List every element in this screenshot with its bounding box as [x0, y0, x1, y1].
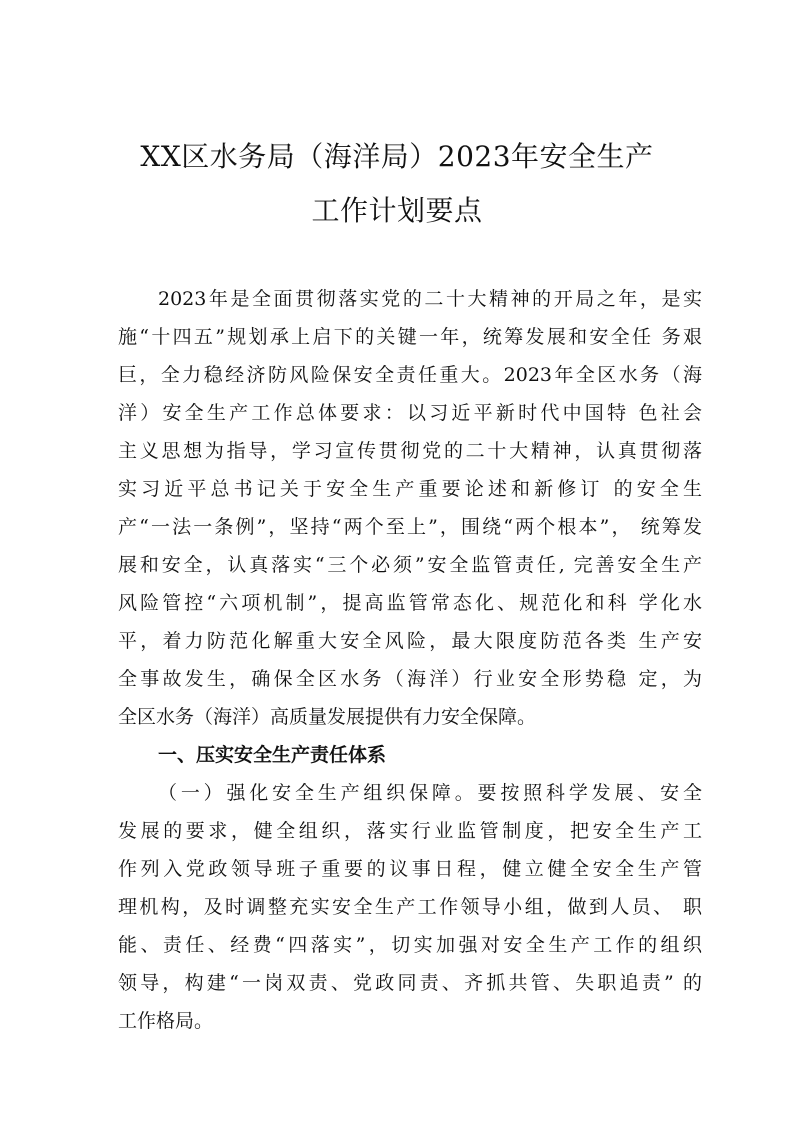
paragraph-line: 全区水务（海洋）高质量发展提供有力安全保障。 — [118, 706, 537, 728]
paragraph-line: 产“一法一条例”，坚持“两个至上”，围绕“两个根本”， 统筹发 — [118, 516, 702, 538]
paragraph-line: 主义思想为指导，学习宣传贯彻党的二十大精神，认真贯彻落 — [118, 440, 702, 462]
paragraph-line: 2023年是全面贯彻落实党的二十大精神的开局之年，是实 — [158, 288, 702, 310]
paragraph-line: 能、责任、经费“四落实”，切实加强对安全生产工作的组织 — [118, 934, 702, 956]
paragraph-line: 洋）安全生产工作总体要求：以习近平新时代中国特 色社会 — [118, 402, 702, 424]
paragraph-line: （一）强化安全生产组织保障。要按照科学发展、安全 — [158, 782, 702, 804]
paragraph-line: 领导，构建“一岗双责、党政同责、齐抓共管、失职追责” 的 — [118, 972, 702, 994]
paragraph-line: 风险管控“六项机制”，提高监管常态化、规范化和科 学化水 — [118, 592, 702, 614]
document-title-line-2: 工作计划要点 — [311, 194, 483, 227]
document-body — [118, 280, 702, 1040]
section-heading: 一、压实安全生产责任体系 — [158, 744, 387, 766]
paragraph-line: 全事故发生，确保全区水务（海洋）行业安全形势稳 定，为 — [118, 668, 702, 690]
paragraph-line: 作列入党政领导班子重要的议事日程，健立健全安全生产管 — [118, 858, 702, 880]
paragraph-line: 实习近平总书记关于安全生产重要论述和新修订 的安全生 — [118, 478, 702, 500]
paragraph-line: 理机构，及时调整充实安全生产工作领导小组，做到人员、 职 — [118, 896, 702, 918]
paragraph-line: 平，着力防范化解重大安全风险，最大限度防范各类 生产安 — [118, 630, 702, 652]
paragraph-line: 施“十四五”规划承上启下的关键一年，统筹发展和安全任 务艰 — [118, 326, 702, 348]
paragraph-line: 巨，全力稳经济防风险保安全责任重大。2023年全区水务（海 — [118, 364, 702, 386]
document-title-line-1: XX区水务局（海洋局）2023年安全生产 — [140, 140, 654, 173]
paragraph-line: 展和安全，认真落实“三个必须”安全监管责任, 完善安全生产 — [118, 554, 702, 576]
paragraph-line: 发展的要求，健全组织，落实行业监管制度，把安全生产工 — [118, 820, 702, 842]
paragraph-line: 工作格局。 — [118, 1010, 214, 1032]
